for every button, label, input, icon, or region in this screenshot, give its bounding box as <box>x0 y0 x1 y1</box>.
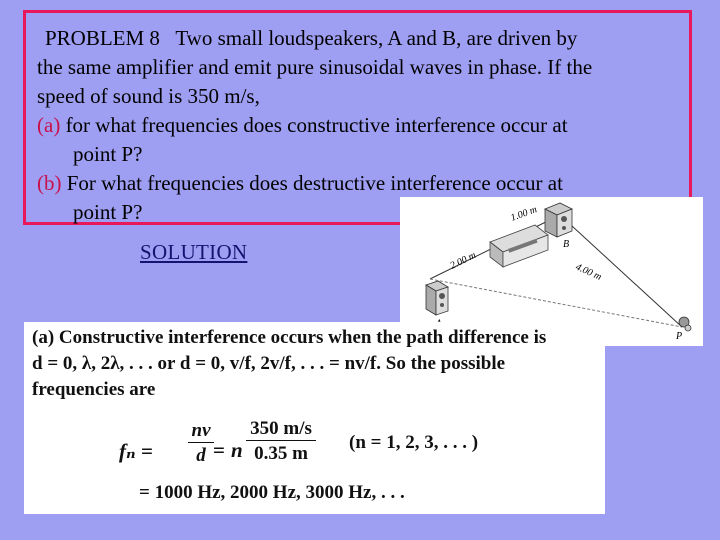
formula-equals: = <box>213 438 225 462</box>
label-dist-ab: 1.00 m <box>509 204 539 224</box>
fraction-1-numerator: nv <box>188 420 214 443</box>
part-a-line-2: point P? <box>73 142 143 166</box>
fraction-nv-over-d <box>188 420 214 467</box>
fraction-values <box>246 418 316 465</box>
part-b-label: (b) <box>37 171 62 195</box>
answer-line-2: d = 0, λ, 2λ, . . . or d = 0, v/f, 2v/f, . . . = nv/f. So the possible <box>32 353 506 374</box>
formula-n: n <box>231 438 243 462</box>
speaker-b <box>545 203 572 237</box>
fraction-1-denominator: d <box>196 445 206 466</box>
problem-line-1 <box>37 24 692 53</box>
answer-line-3: frequencies are <box>32 379 156 400</box>
part-a-line-1 <box>37 111 692 140</box>
problem-heading: PROBLEM 8 <box>45 26 160 50</box>
answer-result: = 1000 Hz, 2000 Hz, 3000 Hz, . . . <box>139 482 405 503</box>
formula-lhs: fₙ = <box>119 439 153 463</box>
part-a-text-1: for what frequencies does constructive interference occur at <box>65 113 568 137</box>
fraction-2-denominator: 0.35 m <box>254 443 308 464</box>
label-dist-bp: 4.00 m <box>573 261 604 283</box>
solution-link[interactable]: SOLUTION <box>140 240 248 264</box>
fraction-2-numerator: 350 m/s <box>246 418 316 441</box>
speaker-a <box>426 281 448 315</box>
listener-p <box>679 317 691 331</box>
problem-line-3: speed of sound is 350 m/s, <box>37 84 260 108</box>
answer-panel <box>24 322 605 514</box>
answer-line-1: (a) Constructive interference occurs when the path difference is <box>32 327 547 348</box>
formula-condition: (n = 1, 2, 3, . . . ) <box>349 432 479 453</box>
problem-text-1: Two small loudspeakers, A and B, are driven by <box>175 26 578 50</box>
part-a-label: (a) <box>37 113 61 137</box>
amplifier <box>490 225 548 267</box>
label-p: P <box>676 331 683 342</box>
path-a-p <box>430 279 682 327</box>
label-b: B <box>563 239 570 250</box>
part-b-line-2: point P? <box>73 200 143 224</box>
part-b-line-1 <box>37 169 692 198</box>
label-dist-ap: 2.00 m <box>448 249 478 272</box>
part-b-text-1: For what frequencies does destructive interference occur at <box>66 171 563 195</box>
problem-line-2: the same amplifier and emit pure sinusoidal waves in phase. If the <box>37 55 593 79</box>
